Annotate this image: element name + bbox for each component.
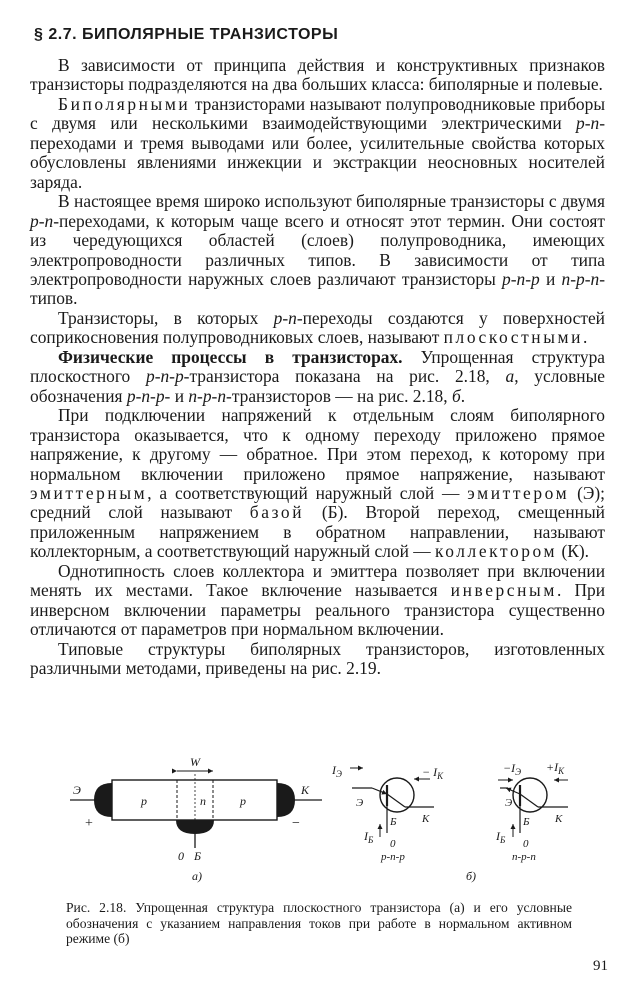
text-run: (Б). Второй переход, смещенный приложенным напряжением в обратном направлении, называют коллекторным, а соответствующий наружный слой — bbox=[30, 502, 605, 562]
pnp-emitter-label: Э bbox=[356, 797, 364, 809]
paragraph-6 bbox=[30, 406, 605, 562]
pnp-collector-current: − $I_К$ bbox=[422, 765, 444, 781]
base-zero: 0 bbox=[178, 849, 184, 863]
base-label: Б bbox=[194, 849, 202, 863]
transistor-structure bbox=[70, 755, 322, 883]
text-run: -транзистора показана на рис. 2.18, bbox=[183, 366, 506, 387]
npn-symbol bbox=[495, 760, 568, 863]
paragraph-2 bbox=[30, 95, 605, 192]
text-run: Транзисторы, в которых bbox=[58, 307, 274, 328]
emitter-label: Э bbox=[73, 783, 81, 797]
npn-collector-label: К bbox=[555, 813, 563, 825]
term-inverse: инверсным bbox=[450, 580, 557, 601]
section-title: § 2.7. БИПОЛЯРНЫЕ ТРАНЗИСТОРЫ bbox=[34, 26, 339, 43]
base-contact bbox=[176, 820, 214, 834]
text-run: -переходами и тремя выводами или более, усилительные свойства которых обусловлены явлениями инжекции и экстракции неосновных носителей заряда. bbox=[30, 113, 605, 192]
pnp-symbol bbox=[331, 763, 444, 863]
pnp-base-zero: 0 bbox=[390, 838, 396, 850]
semiconductor-body bbox=[112, 780, 277, 820]
formula-pnp: p-n-p bbox=[502, 268, 540, 289]
text-run: -переходы создаются у поверхностей соприкосновения полупроводниковых слоев, называют bbox=[30, 307, 605, 348]
text-run: , условные обозначения bbox=[30, 366, 606, 406]
text-run: Упрощенная структура плоскостного bbox=[30, 346, 605, 387]
minus-sign: − bbox=[292, 816, 300, 831]
term-planar: плоскостными bbox=[443, 327, 583, 348]
figure-2-18 bbox=[60, 750, 600, 900]
text-run: . bbox=[583, 327, 588, 348]
text-run: транзисторами называют полупроводниковые приборы с двумя или несколькими взаимодействующими электрическими bbox=[30, 93, 605, 134]
figure-ref-a: а bbox=[505, 366, 515, 387]
npn-type-label: n-p-n bbox=[512, 851, 536, 863]
formula-pn: p-n bbox=[273, 307, 297, 328]
formula-npn: n-p-n bbox=[188, 385, 227, 406]
pnp-base-label: Б bbox=[390, 816, 397, 828]
plus-sign: + bbox=[85, 816, 93, 831]
paragraph-7 bbox=[30, 562, 605, 640]
figure-drawing bbox=[60, 750, 600, 900]
pnp-type-label: p-n-p bbox=[381, 851, 405, 863]
text-run: -транзисторов — на рис. 2.18, bbox=[226, 385, 452, 406]
layer-p-collector: p bbox=[240, 794, 246, 808]
layer-n-base: n bbox=[200, 794, 206, 808]
paragraph-5 bbox=[30, 348, 605, 406]
run-in-heading: Физические процессы в транзисторах. bbox=[58, 346, 403, 367]
term-base: базой bbox=[249, 502, 305, 523]
text-run: , а соответствующий наружный слой — bbox=[147, 482, 468, 503]
width-label: W bbox=[190, 755, 200, 769]
formula-pnp: p-n-p- bbox=[126, 385, 171, 406]
layer-p-emitter: p bbox=[141, 794, 147, 808]
pnp-collector-diag bbox=[387, 794, 405, 807]
paragraph-4 bbox=[30, 309, 605, 348]
npn-base-current: $I_Б$ bbox=[496, 829, 506, 845]
collector-contact bbox=[277, 783, 295, 817]
collector-label: К bbox=[301, 783, 309, 797]
npn-emitter-label: Э bbox=[505, 797, 513, 809]
npn-base-zero: 0 bbox=[523, 838, 529, 850]
text-run: -переходами, к которым чаще всего и относят этот термин. Они состоят из чередующихся областей (слоев) полупроводника, имеющих электропроводности различных типов. В зависимости от типа электропроводности наружных слоев различают транзисторы bbox=[30, 210, 605, 289]
npn-base-label: Б bbox=[523, 816, 530, 828]
emitter-contact bbox=[94, 783, 112, 817]
page-number: 91 bbox=[593, 958, 608, 974]
pnp-collector-label: К bbox=[422, 813, 430, 825]
text-run: . При инверсном включении параметры реального транзистора существенно отличаются от параметров при нормальном включении. bbox=[30, 580, 606, 640]
formula-pnp: p-n-p bbox=[146, 366, 184, 387]
paragraph-3 bbox=[30, 192, 605, 309]
text-run: При подключении напряжений к отдельным слоям биполярного транзистора оказывается, что к одному переходу приложено прямое напряжение, к другому — обратное. При этом переход, к которому при нормальном включении приложено прямое напряжение, называют bbox=[30, 405, 605, 484]
npn-emitter-current: $-I_Э$ bbox=[503, 761, 521, 777]
term-collector: коллектором bbox=[435, 541, 558, 562]
paragraph-1: В зависимости от принципа действия и конструктивных признаков транзисторы подразделяются на два больших класса: биполярные и полевые. bbox=[30, 55, 605, 95]
subfigure-label-a: а) bbox=[192, 869, 202, 883]
term-emitter: эмиттером bbox=[467, 482, 570, 503]
text-run: В настоящее время широко используют биполярные транзисторы с двумя bbox=[58, 191, 605, 212]
npn-collector-diag bbox=[520, 794, 538, 807]
figure-caption: Рис. 2.18. Упрощенная структура плоскостного транзистора (а) и его условные обозначения с указанием направления токов при работе в нормальном активном режиме (б) bbox=[66, 900, 572, 947]
pnp-emitter-current: $I_Э$ bbox=[332, 763, 342, 779]
text-run: (К). bbox=[557, 541, 589, 562]
text-run: Однотипность слоев коллектора и эмиттера позволяет при включении менять их местами. Такое включение называется bbox=[30, 560, 605, 601]
text-run: и bbox=[539, 268, 562, 289]
figure-ref-b: б bbox=[451, 385, 461, 406]
text-run: и bbox=[170, 385, 189, 406]
formula-pn: p-n bbox=[576, 113, 600, 134]
text-run: (Э); средний слой называют bbox=[30, 482, 605, 523]
formula-pn: p-n bbox=[30, 210, 54, 231]
pnp-base-current: $I_Б$ bbox=[364, 829, 374, 845]
term-emitter-junction: эмиттерным bbox=[30, 482, 148, 503]
subfigure-label-b: б) bbox=[466, 869, 477, 883]
term-bipolar: Биполярными bbox=[58, 93, 191, 114]
body-text bbox=[30, 56, 605, 679]
npn-collector-current: $+I_К$ bbox=[546, 760, 565, 776]
text-run: -типов. bbox=[30, 268, 605, 309]
text-run: . bbox=[460, 385, 466, 406]
paragraph-8: Типовые структуры биполярных транзисторов, изготовленных различными методами, приведены на рис. 2.19. bbox=[30, 638, 605, 679]
formula-npn: n-p-n bbox=[561, 268, 600, 289]
